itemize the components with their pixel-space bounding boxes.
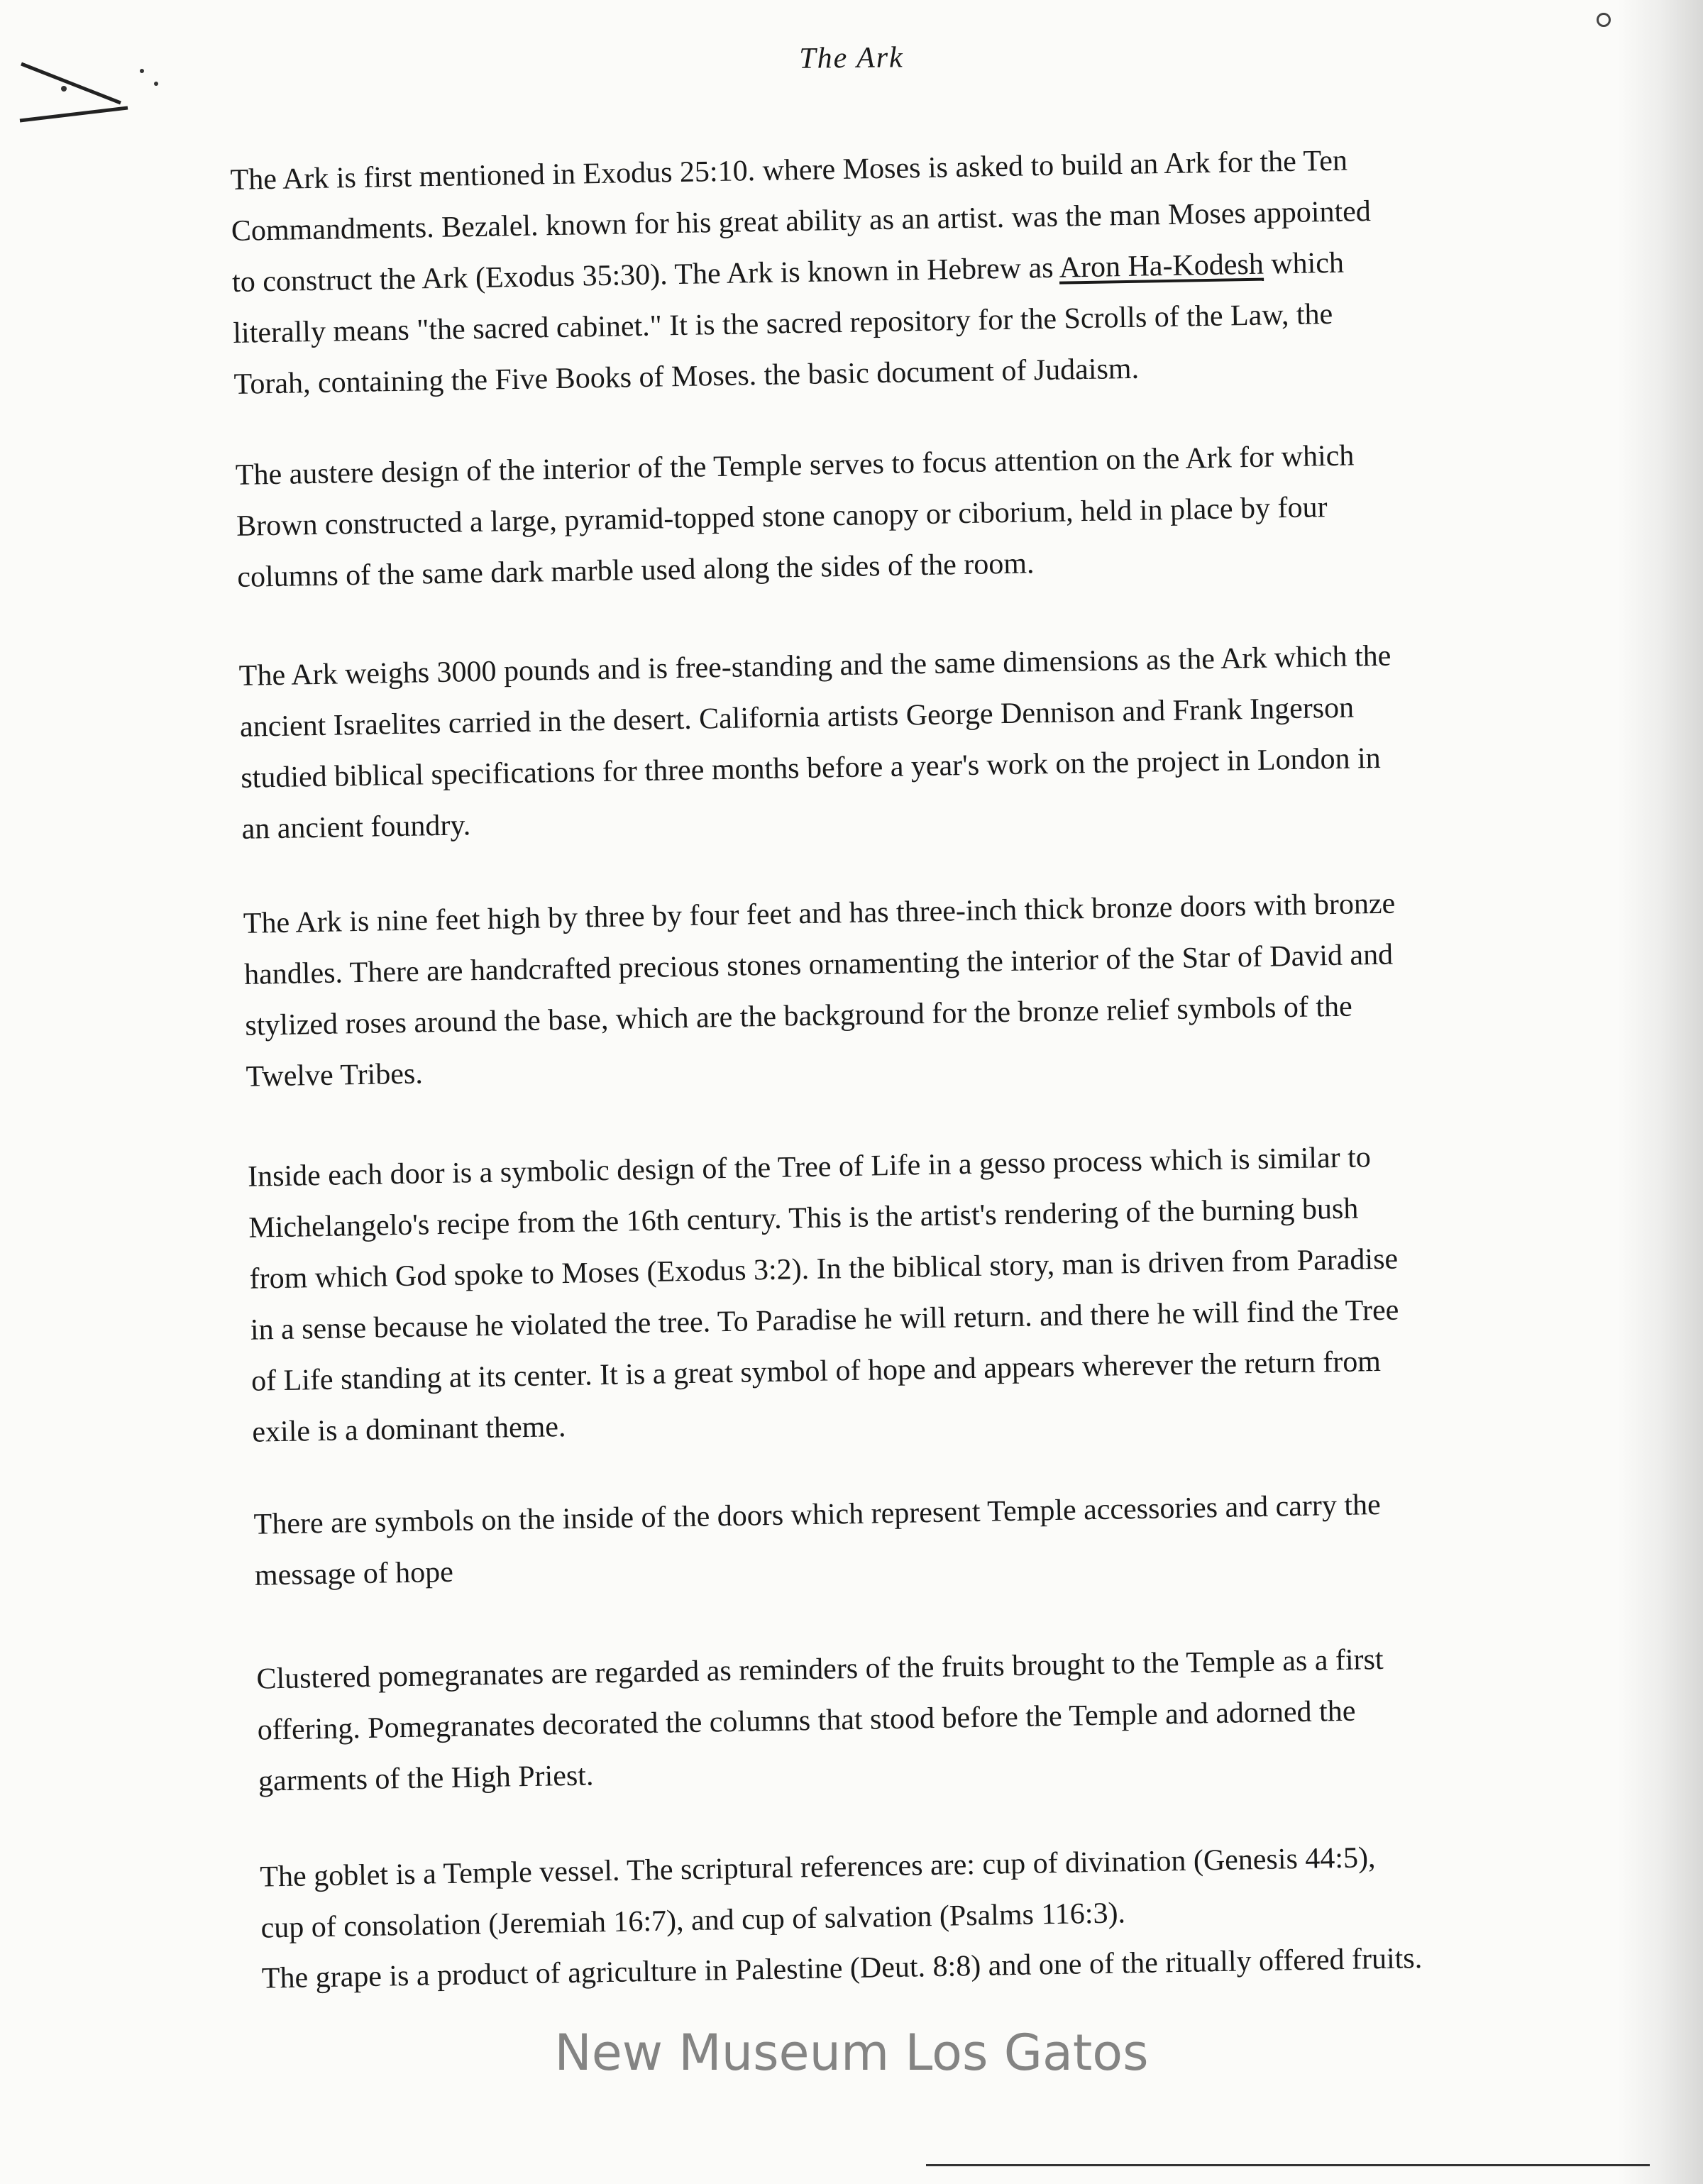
line-text: from which God spoke to Moses (Exodus 3:2). In the biblical story, man is driven from Paradise <box>249 1242 1399 1296</box>
line-text: to construct the Ark (Exodus 35:30). The Ark is known in Hebrew as <box>231 251 1060 299</box>
scan-edge-shadow <box>1618 0 1703 2184</box>
line-text: Commandments. Bezalel. known for his great ability as an artist. was the man Moses appointed <box>231 194 1372 248</box>
paragraph <box>235 430 1356 602</box>
underlined-term: Aron Ha-Kodesh <box>1059 248 1264 285</box>
line-text: The grape is a product of agriculture in Palestine (Deut. 8:8) and one of the ritually offered fruits. <box>261 1942 1423 1995</box>
paragraph <box>260 1832 1377 1953</box>
line-text: The austere design of the interior of the Temple serves to focus attention on the Ark for which <box>235 439 1355 492</box>
paragraph <box>248 1132 1401 1458</box>
line-text: Clustered pomegranates are regarded as reminders of the fruits brought to the Temple as a first <box>256 1643 1384 1696</box>
line-text: The Ark weighs 3000 pounds and is free-standing and the same dimensions as the Ark which the <box>238 639 1391 693</box>
line-text: of Life standing at its center. It is a great symbol of hope and appears wherever the return from <box>250 1345 1382 1398</box>
line-text: studied biblical specifications for three months before a year's work on the project in London in <box>240 741 1382 795</box>
line-text: The Ark is nine feet high by three by four feet and has three-inch thick bronze doors with bronze <box>243 887 1396 940</box>
paragraph <box>230 135 1374 410</box>
line-text: an ancient foundry. <box>241 809 471 846</box>
page-title: The Ark <box>799 41 904 75</box>
line-text: handles. There are handcrafted precious stones ornamenting the interior of the Star of David and <box>243 938 1394 991</box>
line-text: Twelve Tribes. <box>246 1057 424 1093</box>
line-text: Inside each door is a symbolic design of the Tree of Life in a gesso process which is similar to <box>247 1141 1372 1193</box>
line-text: Brown constructed a large, pyramid-topped stone canopy or ciborium, held in place by four <box>236 491 1328 543</box>
punch-hole-icon <box>1597 13 1611 27</box>
line-text: columns of the same dark marble used along the sides of the room. <box>237 547 1035 594</box>
line-text: which <box>1263 246 1345 281</box>
line-text: cup of consolation (Jeremiah 16:7), and cup of salvation (Psalms 116:3). <box>260 1897 1126 1945</box>
line-text: exile is a dominant theme. <box>252 1411 566 1449</box>
paragraph <box>238 631 1394 855</box>
bottom-rule <box>926 2164 1650 2166</box>
line-text: in a sense because he violated the tree. To Paradise he will return. and there he will find the Tree <box>250 1294 1399 1347</box>
line-text: ancient Israelites carried in the desert. California artists George Dennison and Frank Ingerson <box>239 691 1355 744</box>
watermark: New Museum Los Gatos <box>554 2024 1149 2082</box>
paragraph <box>253 1479 1382 1601</box>
line-text: literally means "the sacred cabinet." It is the sacred repository for the Scrolls of the Law, the <box>232 297 1333 350</box>
line-text: stylized roses around the base, which are the background for the bronze relief symbols of the <box>245 990 1353 1042</box>
line-text: offering. Pomegranates decorated the columns that stood before the Temple and adorned the <box>257 1694 1356 1747</box>
line-text: Torah, containing the Five Books of Moses. the basic document of Judaism. <box>233 352 1140 401</box>
paragraph <box>256 1634 1386 1807</box>
document-body <box>230 131 1611 2070</box>
paragraph <box>243 878 1398 1103</box>
line-text: The goblet is a Temple vessel. The scriptural references are: cup of divination (Genesis 44:5), <box>259 1841 1376 1894</box>
line-text: The Ark is first mentioned in Exodus 25:10. where Moses is asked to build an Ark for the Ten <box>230 144 1348 197</box>
line-text: Michelangelo's recipe from the 16th century. This is the artist's rendering of the burning bush <box>248 1192 1359 1245</box>
line-text: garments of the High Priest. <box>258 1759 594 1798</box>
line-text: message of hope <box>254 1555 454 1592</box>
line-text: There are symbols on the inside of the doors which represent Temple accessories and carry the <box>253 1488 1382 1541</box>
